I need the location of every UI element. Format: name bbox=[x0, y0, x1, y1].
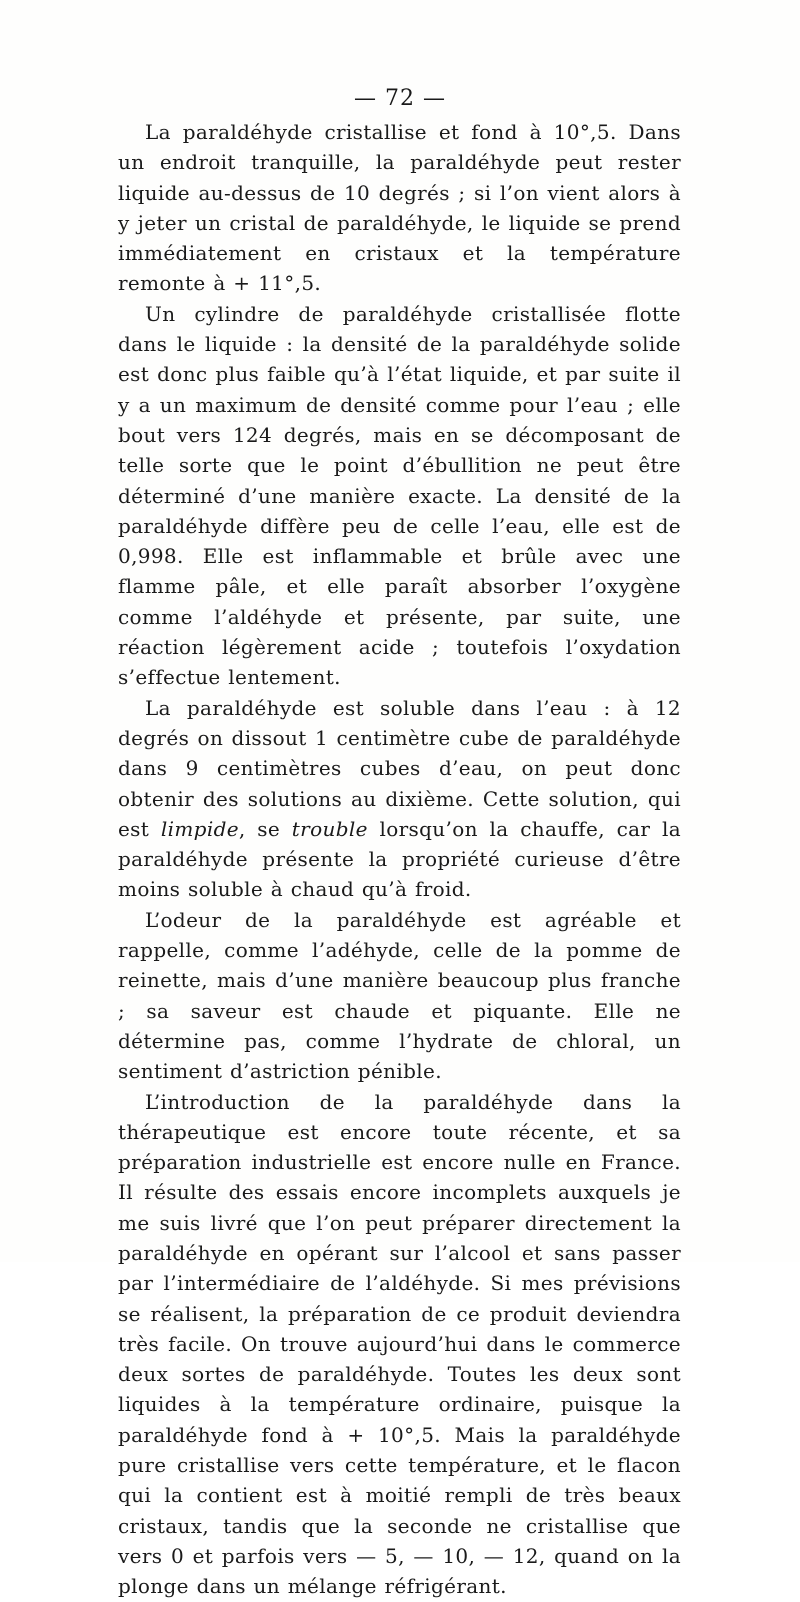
paragraph bbox=[118, 117, 681, 299]
page-number: — 72 — bbox=[354, 86, 446, 111]
paragraph-text: La paraldéhyde est soluble dans l’eau : à 12 degrés on dissout 1 centimètre cube de paraldéhyde dans 9 centimètres cubes d’eau, on peut donc obtenir des solutions au dixième. Cette solution, qui est bbox=[118, 695, 681, 841]
body-text bbox=[118, 117, 681, 1602]
paragraph bbox=[118, 693, 681, 905]
paragraph-text: L’odeur de la paraldéhyde est agréable et rappelle, comme l’adéhyde, celle de la pomme de reinette, mais d’une manière beaucoup plus franche ; sa saveur est chaude et piquante. Elle ne détermine pas, comme l’hydrate de chloral, un sentiment d’astriction pénible. bbox=[118, 907, 681, 1084]
paragraph-text: , se bbox=[238, 816, 292, 841]
italic-term: trouble bbox=[291, 816, 368, 841]
paragraph-text: Un cylindre de paraldéhyde cristallisée flotte dans le liquide : la densité de la paraldéhyde solide est donc plus faible qu’à l’état liquide, et par suite il y a un maximum de densité comme pour l’eau ; elle bout vers 124 degrés, mais en se décomposant de telle sorte que le point d’ébullition ne peut être déterminé d’une manière exacte. La densité de la paraldéhyde diffère peu de celle l’eau, elle est de 0,998. Elle est inflammable et brûle avec une flamme pâle, et elle paraît absorber l’oxygène comme l’aldéhyde et présente, par suite, une réaction légèrement acide ; toutefois l’oxydation s’effectue lentement. bbox=[118, 301, 681, 690]
italic-term: limpide bbox=[160, 816, 239, 841]
paragraph-text: La paraldéhyde cristallise et fond à 10°,5. Dans un endroit tranquille, la paraldéhyde peut rester liquide au-dessus de 10 degrés ; si l’on vient alors à y jeter un cristal de paraldéhyde, le liquide se prend immédiatement en cristaux et la température remonte à + 11°,5. bbox=[118, 120, 681, 296]
paragraph bbox=[118, 299, 681, 693]
paragraph bbox=[118, 1087, 681, 1602]
paragraph bbox=[118, 905, 681, 1087]
paragraph-text: lorsqu’on la chauffe, car la paraldéhyde présente la propriété curieuse d’être moins soluble à chaud qu’à froid. bbox=[118, 816, 682, 902]
paragraph-text: L’introduction de la paraldéhyde dans la thérapeutique est encore toute récente, et sa préparation industrielle est encore nulle en France. Il résulte des essais encore incomplets auxquels je me suis livré que l’on peut préparer directement la paraldéhyde en opérant sur l’alcool et sans passer par l’intermédiaire de l’aldéhyde. Si mes prévisions se réalisent, la préparation de ce produit deviendra très facile. On trouve aujourd’hui dans le commerce deux sortes de paraldéhyde. Toutes les deux sont liquides à la température ordinaire, puisque la paraldéhyde fond à + 10°,5. Mais la paraldéhyde pure cristallise vers cette température, et le flacon qui la contient est à moitié rempli de très beaux cristaux, tandis que la seconde ne cristallise que vers 0 et parfois vers — 5, — 10, — 12, quand on la plonge dans un mélange réfrigérant. bbox=[118, 1089, 681, 1599]
